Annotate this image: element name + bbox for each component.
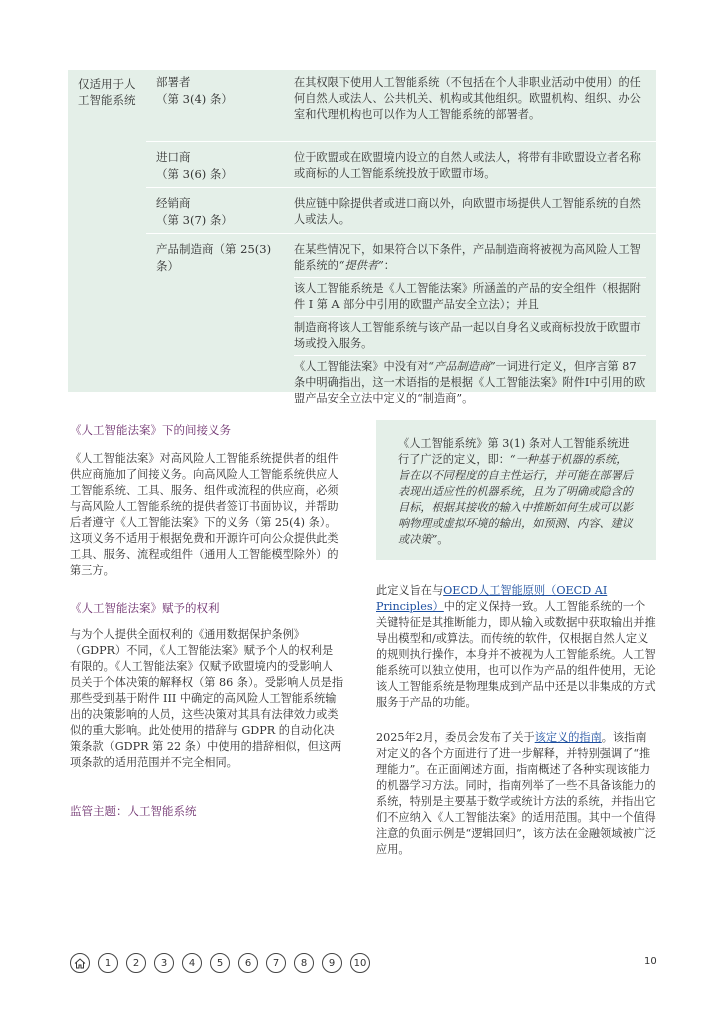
home-icon[interactable] (70, 953, 90, 973)
role-desc: 供应链中除提供者或进口商以外，向欧盟市场提供人工智能系统的自然人或法人。 (294, 197, 641, 226)
role-name: 进口商 (156, 150, 191, 164)
definition-quote-box: 《人工智能系统》第 3(1) 条对人工智能系统进行了广泛的定义，即：“一种基于机器的系统，旨在以不同程度的自主性运行，并可能在部署后表现出适应性的机器系统，且为了明确或隐含的目标，根据其接收的输入中推断如何生成可以影响物理或虚拟环境的输出，如预测、内容、建议或决策”。 (376, 420, 656, 560)
role-desc: 在其权限下使用人工智能系统（不包括在个人非职业活动中使用）的任何自然人或法人、公共机关、机构或其他组织。欧盟机构、组织、办公室和代理机构也可以作为人工智能系统的部署者。 (294, 76, 641, 121)
section-heading-ai-systems: 监管主题：人工智能系统 (70, 804, 197, 818)
table-row (146, 142, 656, 188)
home-icon-glyph (74, 958, 86, 969)
nav-page-10[interactable]: 10 (350, 953, 370, 973)
nav-page-4[interactable]: 4 (182, 953, 202, 973)
role-article: （第 3(4) 条） (156, 92, 233, 106)
page-number: 10 (644, 956, 657, 967)
table-row (146, 234, 656, 405)
nav-page-9[interactable]: 9 (322, 953, 342, 973)
section-heading-indirect-obligations: 《人工智能法案》下的间接义务 (70, 423, 231, 437)
role-desc: 在某些情况下，如果符合以下条件，产品制造商将被视为高风险人工智能系统的“提供者”： 该人工智能系统是《人工智能法案》所涵盖的产品的安全组件（根据附件 I 第 A 部分中引用的欧盟产品安全立法）；并且 制造商将该人工智能系统与该产品一起以自身名义或商标投放于欧盟市场或投入服务。 《人工智能法案》中没有对“产品制造商”一词进行定义，但序言第 87 条中明确指出，这一术语指的是根据《人工智能法案》附件I中引用的欧盟产品安全立法中定义的“制造商”。 (294, 243, 646, 405)
paragraph-oecd-definition: 此定义旨在与OECD人工智能原则（OECD AI Principles）中的定义保持一致。人工智能系统的一个关键特征是其推断能力，即从输入或数据中获取输出并推导出模型和/或算法。而传统的软件，仅根据自然人定义的规则执行操作，本身并不被视为人工智能系统。人工智能系统可以独立使用，也可以作为产品的组件使用，无论该人工智能系统是物理集成到产品中还是以非集成的方式服务于产品的功能。 (376, 584, 656, 709)
role-name: 部署者 (156, 75, 191, 89)
nav-page-5[interactable]: 5 (210, 953, 230, 973)
role-name: 经销商 (156, 196, 191, 210)
paragraph-rights: 与为个人提供全面权利的《通用数据保护条例》（GDPR）不同，《人工智能法案》赋予个人的权利是有限的。《人工智能法案》仅赋予欧盟境内的受影响人员关于个体决策的解释权（第 86 条）。受影响人员是指那些受到基于附件 III 中确定的高风险人工智能系统输出的决策影响的人员，这些决策对其具有法律效力或类似的重大影响。此处使用的措辞与 GDPR 的自动化决策条款（GDPR 第 22 条）中使用的措辞相似，但这两项条款的适用范围并不完全相同。 (70, 628, 344, 769)
table-row (146, 70, 656, 142)
table-row (146, 188, 656, 234)
nav-page-8[interactable]: 8 (294, 953, 314, 973)
page-navigation (70, 952, 378, 974)
nav-page-1[interactable]: 1 (98, 953, 118, 973)
role-article: （第 3(7) 条） (156, 213, 233, 227)
nav-page-6[interactable]: 6 (238, 953, 258, 973)
roles-table (68, 70, 656, 405)
role-article: （第 3(6) 条） (156, 167, 233, 181)
section-heading-rights: 《人工智能法案》赋予的权利 (70, 601, 220, 615)
paragraph-guidelines: 2025年2月，委员会发布了关于该定义的指南。该指南对定义的各个方面进行了进一步解释，并特别强调了“推理能力”。在正面阐述方面，指南概述了各种实现该能力的机器学习方法。同时，指南列举了一些不具备该能力的系统，特别是主要基于数学或统计方法的系统，并指出它们不应纳入《人工智能法案》的适用范围。其中一个值得注意的负面示例是“逻辑回归”，该方法在金融领域被广泛应用。 (376, 731, 656, 856)
role-name: 产品制造商（第 25(3) 条） (156, 242, 272, 273)
definition-guidelines-link[interactable]: 该定义的指南 (534, 731, 602, 744)
nav-page-3[interactable]: 3 (154, 953, 174, 973)
oecd-principles-link[interactable]: OECD人工智能原则（OECD AI Principles） (376, 584, 608, 613)
nav-page-2[interactable]: 2 (126, 953, 146, 973)
nav-page-7[interactable]: 7 (266, 953, 286, 973)
paragraph-indirect-obligations: 《人工智能法案》对高风险人工智能系统提供者的组件供应商施加了间接义务。向高风险人工智能系统供应人工智能系统、工具、服务、组件或流程的供应商，必须与高风险人工智能系统的提供者签订书面协议，并帮助后者遵守《人工智能法案》下的义务（第 25(4) 条）。这项义务不适用于根据免费和开源许可向公众提供此类工具、服务、流程或组件（通用人工智能模型除外）的第三方。 (70, 452, 339, 577)
table-group-label: 仅适用于人工智能系统 (78, 77, 136, 107)
role-desc: 位于欧盟或在欧盟境内设立的自然人或法人，将带有非欧盟设立者名称或商标的人工智能系统投放于欧盟市场。 (294, 151, 641, 180)
